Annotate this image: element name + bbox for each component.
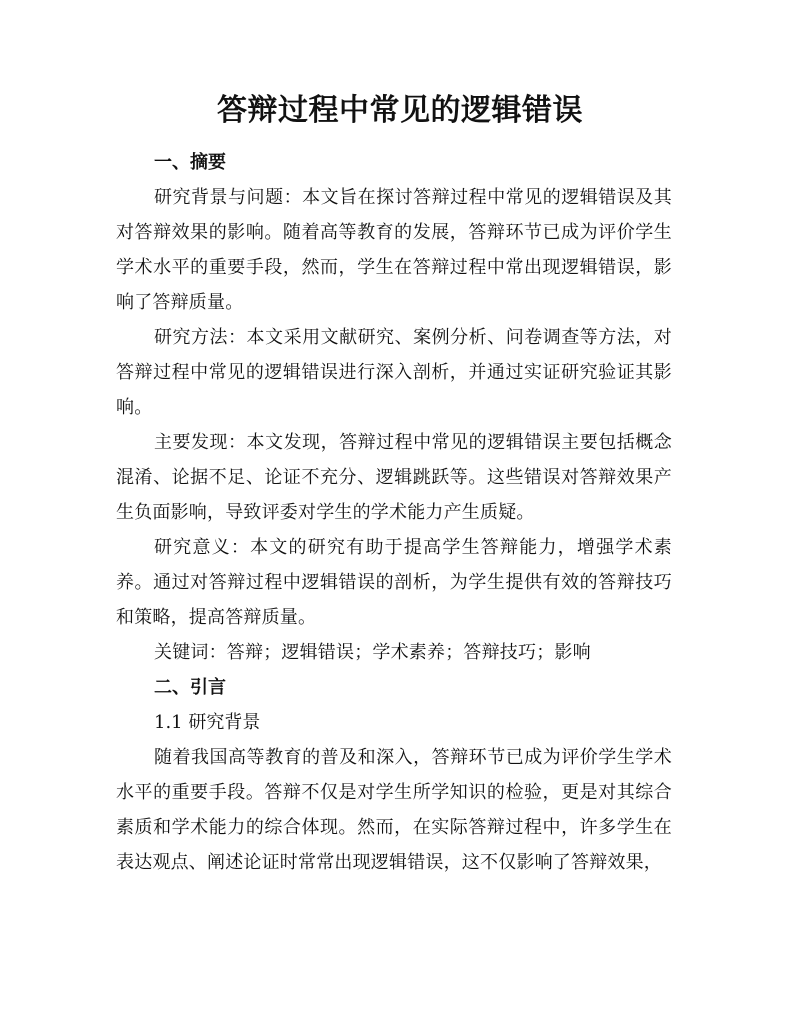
abstract-paragraph-method: 研究方法：本文采用文献研究、案例分析、问卷调查等方法，对答辩过程中常见的逻辑错误进行深入剖析，并通过实证研究验证其影响。 [116,327,672,418]
document-body [116,145,672,880]
abstract-paragraph-significance: 研究意义：本文的研究有助于提高学生答辩能力，增强学术素养。通过对答辩过程中逻辑错误的剖析，为学生提供有效的答辩技巧和策略，提高答辩质量。 [116,537,672,628]
abstract-keywords: 关键词：答辩；逻辑错误；学术素养；答辩技巧；影响 [154,642,591,663]
subsection-heading-research-background: 1.1 研究背景 [154,712,261,733]
abstract-paragraph-findings: 主要发现：本文发现，答辩过程中常见的逻辑错误主要包括概念混淆、论据不足、论证不充分、逻辑跳跃等。这些错误对答辩效果产生负面影响，导致评委对学生的学术能力产生质疑。 [116,432,672,523]
document-title: 答辩过程中常见的逻辑错误 [217,93,583,128]
section-heading-introduction: 二、引言 [154,677,226,698]
abstract-paragraph-background: 研究背景与问题：本文旨在探讨答辩过程中常见的逻辑错误及其对答辩效果的影响。随着高等教育的发展，答辩环节已成为评价学生学术水平的重要手段，然而，学生在答辩过程中常出现逻辑错误，影响了答辩质量。 [116,187,672,313]
section-heading-abstract: 一、摘要 [154,152,226,173]
introduction-paragraph: 随着我国高等教育的普及和深入，答辩环节已成为评价学生学术水平的重要手段。答辩不仅是对学生所学知识的检验，更是对其综合素质和学术能力的综合体现。然而，在实际答辩过程中，许多学生在表达观点、阐述论证时常常出现逻辑错误，这不仅影响了答辩效果， [116,747,672,873]
